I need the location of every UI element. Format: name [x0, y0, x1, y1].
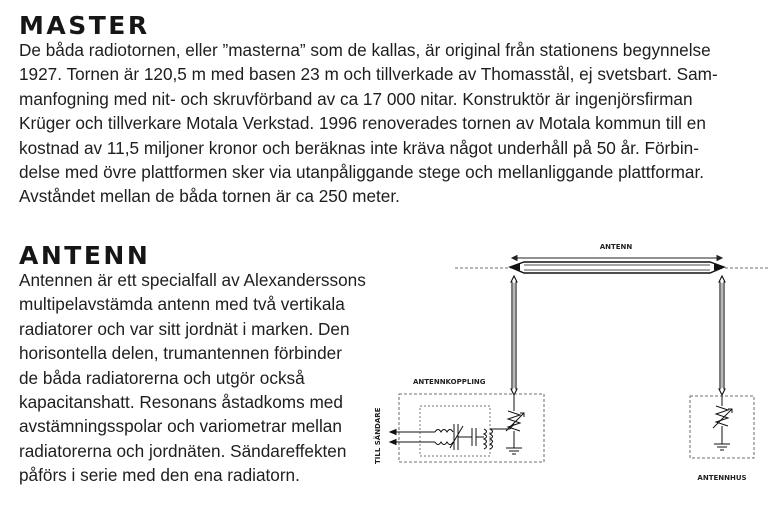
antenn-line: Antennen är ett specialfall av Alexanderssons: [19, 270, 366, 290]
master-line: delse med övre plattformen sker via utanpåliggande stege och mellanliggande plattformar.: [19, 162, 705, 183]
master-line: De båda radiotornen, eller ”masterna” som de kallas, är original från stationens begynnelse: [19, 40, 711, 60]
antenn-line: multipelavstämda antenn med två vertikala: [19, 294, 345, 315]
master-line: Avståndet mellan de båda tornen är ca 250 meter.: [19, 186, 400, 207]
antenn-line: radiatorer och var sitt jordnät i marken. Den: [19, 318, 350, 339]
antenn-line: kapacitanshatt. Resonans åstadkoms med: [19, 392, 343, 413]
master-line: manfogning med nit- och skruvförband av ca 17 000 nitar. Konstruktör är ingenjörsfirman: [19, 88, 693, 109]
label-till-sandare: TILL SÄNDARE: [374, 407, 382, 464]
coupling-circuit: [435, 395, 524, 454]
antenn-line: radiatorerna och jordnäten. Sändareffekten: [19, 440, 347, 461]
master-heading: MASTER: [19, 11, 150, 40]
coupling-inner-box: [420, 406, 490, 456]
drum-antenna: [510, 262, 724, 273]
antenn-heading: ANTENN: [19, 241, 151, 270]
left-radiator: [511, 276, 517, 395]
master-paragraph: [19, 38, 718, 209]
label-antennhus: ANTENNHUS: [697, 474, 747, 482]
label-antenn: ANTENN: [599, 243, 633, 251]
antenn-line: påförs i serie med den ena radiatorn.: [19, 465, 300, 486]
master-line: kostnad av 11,5 miljoner kronor och beräknas inte kräva något underhåll på 50 år. Förbin-: [19, 137, 699, 158]
master-line: 1927. Tornen är 120,5 m med basen 23 m och tillverkade av Thomasstål, ej svetsbart. Sam-: [19, 64, 718, 85]
antenna-house-circuit: [713, 395, 732, 450]
antenn-line: horisontella delen, trumantennen förbinder: [19, 343, 342, 364]
antenn-line: avstämningsspolar och variometrar mellan: [19, 416, 342, 437]
feed-lines: [390, 430, 435, 445]
antenna-diagram: [360, 236, 770, 498]
antenn-line: de båda radiatorerna och utgör också: [19, 367, 305, 388]
label-antennkoppling: ANTENNKOPPLING: [413, 378, 486, 386]
dimension-line: [512, 256, 722, 261]
right-radiator: [719, 276, 725, 395]
antenn-paragraph: [19, 268, 366, 488]
master-line: Krüger och tillverkare Motala Verkstad. 1996 renoverades tornen av Motala kommun till en: [19, 113, 706, 134]
